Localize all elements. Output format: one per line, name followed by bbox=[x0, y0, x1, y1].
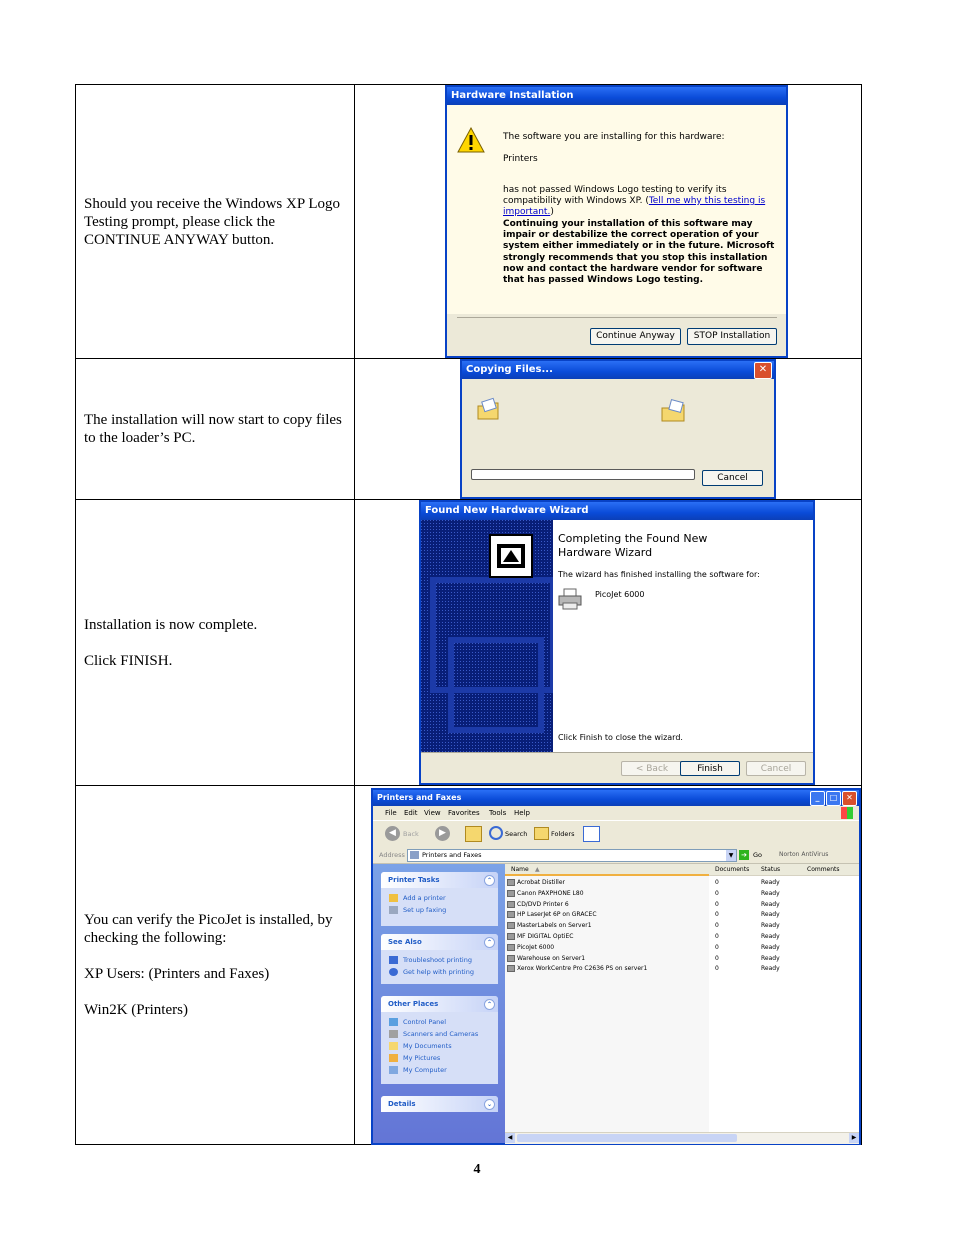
folder-icon bbox=[476, 397, 502, 423]
table-row bbox=[76, 359, 862, 500]
fax-icon bbox=[389, 906, 398, 914]
printer-status-cell: Ready bbox=[761, 954, 780, 962]
my-computer-link[interactable]: My Computer bbox=[381, 1064, 498, 1076]
finished-text: The wizard has finished installing the software for: bbox=[558, 570, 760, 579]
back-icon[interactable]: ◀ bbox=[385, 826, 400, 841]
printer-status-cell: Ready bbox=[761, 943, 780, 951]
col-name[interactable]: Name bbox=[511, 866, 529, 873]
dialog-title: Hardware Installation bbox=[447, 87, 786, 105]
back-button[interactable]: < Back bbox=[621, 761, 683, 776]
collapse-icon[interactable]: ⌃ bbox=[484, 937, 495, 948]
instruction-text: Installation is now complete. bbox=[84, 616, 258, 633]
search-icon[interactable] bbox=[489, 826, 503, 840]
toolbar bbox=[373, 820, 859, 848]
setup-faxing-link[interactable]: Set up faxing bbox=[381, 904, 498, 916]
column-headers bbox=[505, 864, 859, 876]
instruction-table bbox=[75, 84, 862, 1145]
list-item[interactable]: PicoJet 6000 bbox=[507, 943, 647, 954]
see-also-panel bbox=[381, 934, 498, 984]
list-item[interactable]: Xerox WorkCentre Pro C2636 PS on server1 bbox=[507, 964, 647, 975]
minimize-icon[interactable]: _ bbox=[810, 791, 825, 806]
printer-docs-cell: 0 bbox=[715, 879, 719, 886]
help-icon bbox=[389, 956, 398, 964]
list-item[interactable]: HP LaserJet 6P on GRACEC bbox=[507, 910, 647, 921]
instruction-text: The installation will now start to copy files to the loader’s PC. bbox=[84, 412, 342, 446]
computer-icon bbox=[389, 1066, 398, 1074]
printer-icon bbox=[558, 588, 582, 610]
printer-icon bbox=[507, 922, 515, 929]
hardware-icon bbox=[489, 534, 533, 578]
collapse-icon[interactable]: ⌃ bbox=[484, 999, 495, 1010]
menu-view[interactable]: View bbox=[424, 809, 441, 817]
sort-asc-icon: ▲ bbox=[535, 866, 540, 873]
printer-tasks-panel bbox=[381, 872, 498, 926]
menu-edit[interactable]: Edit bbox=[404, 809, 418, 817]
device-name: PicoJet 6000 bbox=[595, 590, 645, 599]
instruction-text: XP Users: (Printers and Faxes) bbox=[84, 966, 270, 982]
continue-anyway-button[interactable]: Continue Anyway bbox=[590, 328, 681, 345]
screenshot-cell bbox=[355, 85, 862, 359]
printer-status-cell: Ready bbox=[761, 965, 780, 973]
screenshot-cell bbox=[355, 500, 862, 786]
screenshot-cell bbox=[355, 359, 862, 500]
panel-header[interactable]: Details ⌄ bbox=[381, 1096, 498, 1112]
cancel-button[interactable]: Cancel bbox=[746, 761, 806, 776]
printer-status-list bbox=[761, 878, 780, 975]
printers-and-faxes-window bbox=[371, 788, 861, 1145]
col-comments[interactable]: Comments bbox=[807, 866, 840, 873]
expand-icon[interactable]: ⌄ bbox=[484, 1099, 495, 1110]
wizard-heading: Completing the Found New Hardware Wizard bbox=[558, 532, 708, 559]
go-icon[interactable]: ➔ bbox=[739, 850, 749, 860]
printer-docs-cell: 0 bbox=[715, 889, 719, 897]
windows-logo-icon bbox=[841, 807, 853, 819]
wizard-banner-art bbox=[421, 520, 553, 752]
printer-icon bbox=[507, 944, 515, 951]
printer-status-cell: Ready bbox=[761, 889, 780, 897]
horizontal-scrollbar[interactable] bbox=[505, 1132, 859, 1144]
instruction-cell bbox=[76, 500, 355, 786]
folders-icon[interactable] bbox=[534, 827, 549, 840]
printer-docs-cell: 0 bbox=[715, 965, 719, 973]
list-item[interactable]: CD/DVD Printer 6 bbox=[507, 900, 647, 911]
menu-tools[interactable]: Tools bbox=[489, 809, 507, 817]
address-label: Address bbox=[379, 851, 405, 859]
printer-icon bbox=[507, 955, 515, 962]
scroll-thumb[interactable] bbox=[517, 1134, 737, 1142]
page-number: 4 bbox=[473, 1162, 481, 1177]
back-label[interactable]: Back bbox=[403, 830, 419, 838]
panel-header[interactable]: Printer Tasks ⌃ bbox=[381, 872, 498, 888]
cancel-button[interactable]: Cancel bbox=[702, 470, 763, 486]
wizard-banner bbox=[421, 520, 553, 752]
menu-file[interactable]: File bbox=[385, 809, 397, 817]
instruction-text: Click FINISH. bbox=[84, 652, 173, 669]
why-testing-link[interactable]: Tell me why this testing is important. bbox=[503, 196, 766, 217]
details-panel bbox=[381, 1096, 498, 1112]
folder-icon bbox=[389, 1054, 398, 1062]
list-item[interactable]: MasterLabels on Server1 bbox=[507, 921, 647, 932]
hardware-installation-dialog bbox=[445, 85, 788, 358]
instruction-text: Should you receive the Windows XP Logo Testing prompt, please click the CONTINUE ANYWAY button. bbox=[84, 195, 341, 248]
help-icon bbox=[389, 968, 398, 976]
list-item[interactable]: Acrobat Distiller bbox=[507, 878, 647, 889]
printer-docs-cell: 0 bbox=[715, 911, 719, 919]
printer-icon bbox=[507, 911, 515, 918]
wizard-content bbox=[553, 520, 813, 752]
logo-test-text: has not passed Windows Logo testing to verify its compatibility with Windows XP. (Tell me why this testing is important.) bbox=[503, 185, 766, 217]
menu-favorites[interactable]: Favorites bbox=[448, 809, 480, 817]
printer-status-cell: Ready bbox=[761, 879, 780, 886]
warning-bold-text: Continuing your installation of this software may impair or destabilize the correct operation of your system either immediately or in the future. Microsoft strongly recommends that you stop this installation now and contact the hardware vendor for software that has passed Windows Logo testing. bbox=[503, 219, 775, 286]
views-icon[interactable] bbox=[583, 826, 600, 842]
menu-help[interactable]: Help bbox=[514, 809, 530, 817]
other-places-panel bbox=[381, 996, 498, 1084]
printer-docs-list bbox=[715, 878, 719, 975]
add-printer-icon bbox=[389, 894, 398, 902]
folder-icon bbox=[410, 851, 419, 859]
scanners-cameras-link[interactable]: Scanners and Cameras bbox=[381, 1028, 498, 1040]
printer-icon bbox=[507, 890, 515, 897]
add-printer-link[interactable]: Add a printer bbox=[381, 892, 498, 904]
device-name: Printers bbox=[503, 154, 538, 164]
printer-icon bbox=[507, 965, 515, 972]
progress-bar bbox=[471, 469, 695, 480]
help-printing-link[interactable]: Get help with printing bbox=[381, 966, 498, 978]
printer-icon bbox=[507, 901, 515, 908]
task-pane bbox=[373, 864, 505, 1143]
scanner-icon bbox=[389, 1030, 398, 1038]
maximize-icon[interactable]: □ bbox=[826, 791, 841, 806]
folder-icon bbox=[389, 1042, 398, 1050]
menu-bar bbox=[373, 806, 859, 820]
instruction-cell bbox=[76, 786, 355, 1145]
table-row bbox=[76, 500, 862, 786]
chevron-down-icon[interactable]: ▼ bbox=[726, 850, 736, 861]
collapse-icon[interactable]: ⌃ bbox=[484, 875, 495, 886]
printer-docs-cell: 0 bbox=[715, 922, 719, 930]
stop-installation-button[interactable]: STOP Installation bbox=[687, 328, 777, 345]
col-documents[interactable]: Documents bbox=[715, 866, 750, 873]
list-item[interactable]: Warehouse on Server1 bbox=[507, 954, 647, 965]
explorer-title-bar: Printers and Faxes _ □ ✕ bbox=[373, 790, 859, 806]
list-item[interactable]: MF DIGITAL OptiEC bbox=[507, 932, 647, 943]
printer-name-list bbox=[507, 878, 647, 975]
my-pictures-link[interactable]: My Pictures bbox=[381, 1052, 498, 1064]
search-button[interactable]: Search bbox=[505, 830, 528, 838]
folders-button[interactable]: Folders bbox=[551, 830, 575, 838]
finish-button[interactable]: Finish bbox=[680, 761, 740, 776]
scroll-left-icon[interactable]: ◀ bbox=[505, 1133, 515, 1143]
printer-icon bbox=[507, 879, 515, 886]
printer-docs-cell: 0 bbox=[715, 954, 719, 962]
printer-docs-cell: 0 bbox=[715, 900, 719, 908]
folder-icon bbox=[660, 399, 688, 425]
table-row bbox=[76, 786, 862, 1145]
panel-header[interactable]: See Also ⌃ bbox=[381, 934, 498, 950]
troubleshoot-printing-link[interactable]: Troubleshoot printing bbox=[381, 954, 498, 966]
found-new-hardware-wizard bbox=[419, 500, 815, 785]
my-documents-link[interactable]: My Documents bbox=[381, 1040, 498, 1052]
divider bbox=[457, 317, 777, 318]
address-input[interactable]: Printers and Faxes ▼ bbox=[407, 849, 737, 862]
instruction-cell bbox=[76, 85, 355, 359]
file-list-pane bbox=[505, 864, 859, 1143]
printer-docs-cell: 0 bbox=[715, 932, 719, 940]
printer-status-cell: Ready bbox=[761, 932, 780, 940]
close-instruction: Click Finish to close the wizard. bbox=[558, 733, 683, 742]
close-icon[interactable]: ✕ bbox=[842, 791, 857, 806]
go-button[interactable]: Go bbox=[753, 851, 763, 859]
norton-antivirus-button[interactable]: Norton AntiVirus bbox=[779, 851, 829, 858]
printer-status-cell: Ready bbox=[761, 911, 780, 919]
scroll-right-icon[interactable]: ▶ bbox=[849, 1133, 859, 1143]
warning-icon bbox=[457, 127, 485, 153]
printer-status-cell: Ready bbox=[761, 900, 780, 908]
control-panel-icon bbox=[389, 1018, 398, 1026]
warning-text-line1: The software you are installing for this hardware: bbox=[503, 132, 725, 142]
dialog-title: Copying Files... ✕ bbox=[462, 361, 774, 379]
screenshot-cell bbox=[355, 786, 862, 1145]
list-item[interactable]: Canon PAXPHONE L80 bbox=[507, 889, 647, 900]
table-row bbox=[76, 85, 862, 359]
copying-files-dialog bbox=[460, 359, 776, 499]
printer-docs-cell: 0 bbox=[715, 943, 719, 951]
printer-status-cell: Ready bbox=[761, 922, 780, 930]
instruction-text: Win2K (Printers) bbox=[84, 1002, 188, 1018]
address-bar bbox=[373, 847, 859, 864]
instruction-cell bbox=[76, 359, 355, 500]
printer-icon bbox=[507, 933, 515, 940]
wizard-divider bbox=[421, 752, 813, 753]
close-icon[interactable]: ✕ bbox=[754, 362, 772, 379]
control-panel-link[interactable]: Control Panel bbox=[381, 1016, 498, 1028]
instruction-text: You can verify the PicoJet is installed, by checking the following: bbox=[84, 912, 333, 946]
col-status[interactable]: Status bbox=[761, 866, 781, 873]
forward-icon[interactable]: ▶ bbox=[435, 826, 450, 841]
panel-header[interactable]: Other Places ⌃ bbox=[381, 996, 498, 1012]
wizard-title: Found New Hardware Wizard bbox=[421, 502, 813, 520]
up-folder-icon[interactable] bbox=[465, 826, 482, 842]
